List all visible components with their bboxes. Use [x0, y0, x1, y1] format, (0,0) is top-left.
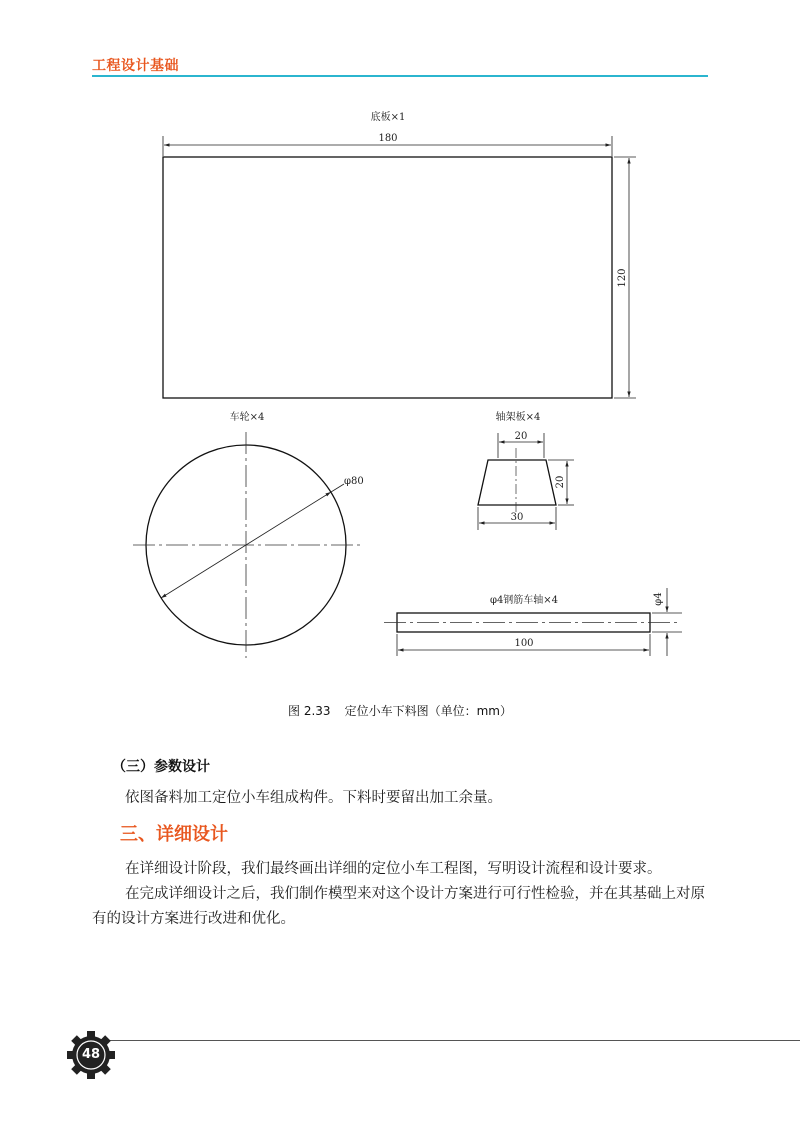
footer-rule: [100, 1040, 800, 1041]
wheel-label: 车轮×4: [229, 412, 265, 423]
figure-number: 图 2.33: [288, 704, 331, 718]
wheel-part: [133, 410, 364, 658]
axle-bracket-top-dim: 20: [514, 431, 528, 442]
axle-bracket-bottom-dim: 30: [510, 512, 524, 523]
base-plate-outline: [163, 157, 612, 398]
wheel-diameter-dim: φ80: [344, 476, 364, 487]
axle-part: [384, 588, 682, 656]
axle-bracket-height-dim: 20: [555, 475, 566, 489]
axle-length-dim: 100: [514, 638, 534, 649]
page-number: 48: [81, 1047, 101, 1062]
section-paragraph-1: 在详细设计阶段，我们最终画出详细的定位小车工程图，写明设计流程和设计要求。: [125, 861, 662, 877]
section-heading: 三、详细设计: [120, 824, 228, 845]
base-plate-label: 底板×1: [370, 112, 406, 123]
axle-label: φ4钢筋车轴×4: [489, 595, 559, 606]
axle-diameter-dim: φ4: [653, 592, 664, 606]
figure-caption: [0, 702, 800, 719]
subsection-heading: （三）参数设计: [112, 759, 210, 775]
base-plate-part: [163, 110, 636, 398]
subsection-paragraph: 依图备料加工定位小车组成构件。下料时要留出加工余量。: [125, 790, 502, 806]
section-paragraph-2: 在完成详细设计之后，我们制作模型来对这个设计方案进行可行性检验，并在其基础上对原有的设计方案进行改进和优化。: [92, 886, 705, 927]
axle-bracket-outline: [478, 460, 556, 505]
base-plate-height-dim: 120: [617, 268, 628, 288]
figure-title: 定位小车下料图（单位：mm）: [344, 704, 512, 718]
book-title: 工程设计基础: [92, 58, 179, 74]
base-plate-width-dim: 180: [378, 133, 398, 144]
axle-bracket-label: 轴架板×4: [495, 412, 541, 423]
axle-bracket-part: [478, 410, 574, 530]
